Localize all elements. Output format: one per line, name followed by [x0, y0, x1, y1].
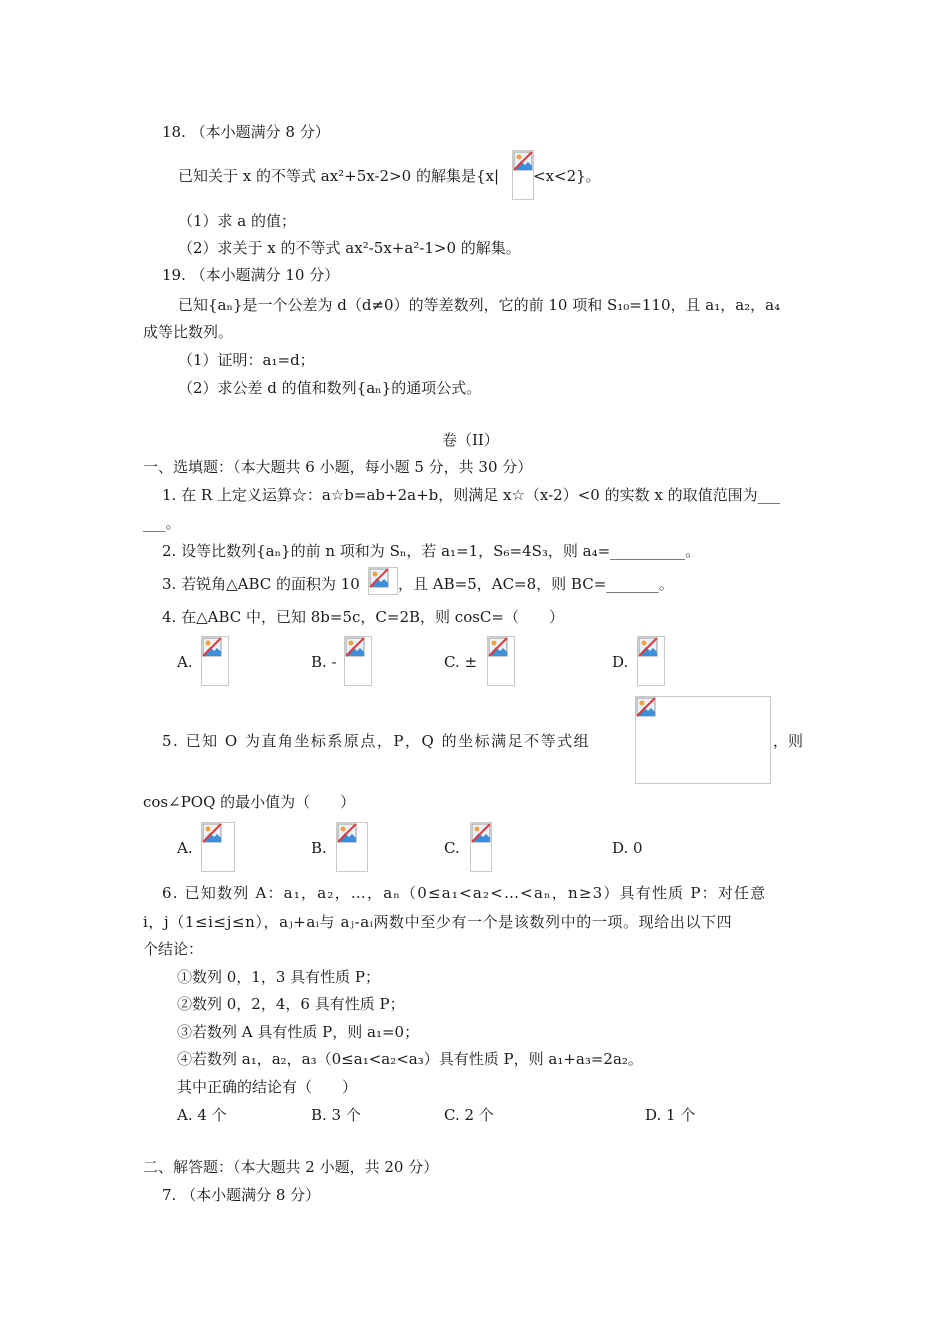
q7-title: 7. （本小题满分 8 分） [162, 1186, 321, 1204]
q5-option-b: B. [311, 839, 327, 857]
q6-option-c: C. 2 个 [444, 1106, 494, 1124]
q6-question: 其中正确的结论有（ ） [177, 1078, 358, 1096]
broken-image-icon [635, 696, 771, 784]
q6-line1: 6. 已知数列 A：a₁，a₂，…，aₙ（0≤a₁<a₂<…<aₙ，n≥3）具有性质 P：对任意 [162, 884, 767, 902]
q18-title: 18. （本小题满分 8 分） [162, 123, 330, 141]
q6-line2: i，j（1≤i≤j≤n），aⱼ+aᵢ与 aⱼ-aᵢ两数中至少有一个是该数列中的一项。现给出以下四 [143, 913, 733, 931]
section-header: 卷（II） [442, 431, 499, 449]
q18-stem-pre: 已知关于 x 的不等式 ax²+5x-2>0 的解集是{x| [178, 167, 500, 185]
q4-option-c: C. ± [444, 653, 478, 671]
q18-part2: （2）求关于 x 的不等式 ax²-5x+a²-1>0 的解集。 [178, 239, 521, 257]
broken-image-icon [637, 636, 665, 686]
q4-text: 4. 在△ABC 中，已知 8b=5c，C=2B，则 cosC=（ ） [162, 608, 564, 626]
q5-option-d: D. 0 [612, 839, 643, 857]
broken-image-icon [487, 636, 515, 686]
broken-image-icon [201, 822, 235, 872]
broken-image-icon [336, 822, 368, 872]
broken-image-icon [368, 567, 398, 595]
q6-conclusion-3: ③若数列 A 具有性质 P，则 a₁=0； [177, 1023, 420, 1041]
broken-image-icon [344, 636, 372, 686]
q5-text-pre: 5. 已知 O 为直角坐标系原点，P，Q 的坐标满足不等式组 [162, 732, 591, 750]
q5-text-post: ，则 [773, 732, 804, 750]
q6-conclusion-2: ②数列 0，2，4，6 具有性质 P； [177, 995, 405, 1013]
q19-title: 19. （本小题满分 10 分） [162, 266, 340, 284]
q6-option-b: B. 3 个 [311, 1106, 361, 1124]
q5-line2: cos∠POQ 的最小值为（ ） [143, 793, 356, 811]
q3-text-post: ，且 AB=5，AC=8，则 BC=_______。 [398, 575, 674, 593]
q6-line3: 个结论： [143, 940, 204, 958]
q1-line1: 1. 在 R 上定义运算☆：a☆b=ab+2a+b，则满足 x☆（x-2）<0 的实数 x 的取值范围为___ [162, 486, 781, 504]
q5-option-a: A. [177, 839, 193, 857]
q19-part2: （2）求公差 d 的值和数列{aₙ}的通项公式。 [178, 379, 482, 397]
q5-option-c: C. [444, 839, 460, 857]
q18-stem-post: <x<2}。 [533, 167, 601, 185]
q2-text: 2. 设等比数列{aₙ}的前 n 项和为 Sₙ，若 a₁=1，S₆=4S₃，则 a₄=__________。 [162, 542, 701, 560]
q19-part1: （1）证明：a₁=d； [178, 351, 315, 369]
q3-text-pre: 3. 若锐角△ABC 的面积为 10 [162, 575, 360, 593]
q1-line2: ___。 [143, 514, 181, 532]
q18-part1: （1）求 a 的值； [178, 212, 297, 230]
q4-option-d: D. [612, 653, 629, 671]
q4-option-a: A. [177, 653, 193, 671]
q6-conclusion-1: ①数列 0，1，3 具有性质 P； [177, 968, 381, 986]
q4-option-b: B. - [311, 653, 337, 671]
q19-stem-line2: 成等比数列。 [143, 323, 234, 341]
broken-image-icon [470, 822, 492, 872]
q6-option-a: A. 4 个 [177, 1106, 227, 1124]
broken-image-icon [512, 150, 534, 200]
q6-conclusion-4: ④若数列 a₁，a₂，a₃（0≤a₁<a₂<a₃）具有性质 P，则 a₁+a₃=2a₂。 [177, 1050, 643, 1068]
q19-stem-line1: 已知{aₙ}是一个公差为 d（d≠0）的等差数列，它的前 10 项和 S₁₀=110，且 a₁，a₂，a₄ [178, 296, 781, 314]
q6-option-d: D. 1 个 [645, 1106, 696, 1124]
part2-title: 二、解答题：（本大题共 2 小题，共 20 分） [143, 1158, 439, 1176]
broken-image-icon [201, 636, 229, 686]
part1-title: 一、选填题：（本大题共 6 小题，每小题 5 分，共 30 分） [143, 458, 533, 476]
